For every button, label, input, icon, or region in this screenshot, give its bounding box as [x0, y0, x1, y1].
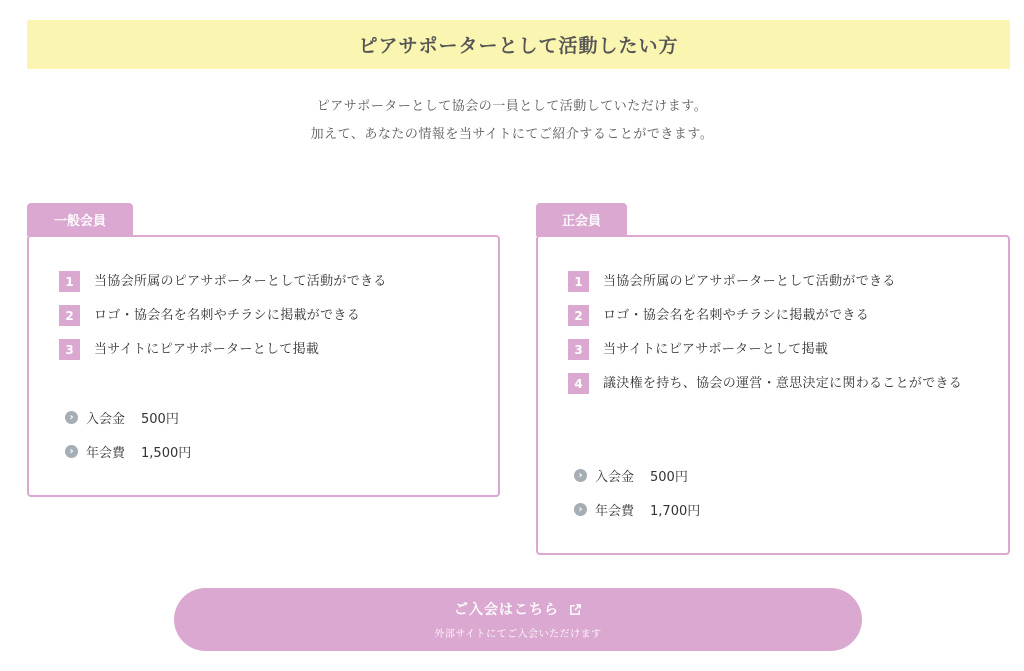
join-button[interactable] [174, 588, 862, 651]
feature-text: 当サイトにピアサポーターとして掲載 [603, 342, 829, 357]
feature-text: 当サイトにピアサポーターとして掲載 [94, 342, 320, 357]
plan-box [536, 235, 1010, 555]
feature-item [59, 339, 469, 362]
feature-item [568, 373, 978, 396]
feature-text: ロゴ・協会名を名刺やチラシに掲載ができる [94, 308, 361, 323]
number-badge: 4 [568, 373, 589, 394]
intro-text [0, 93, 1024, 149]
plan-general-member [27, 203, 500, 497]
fee-item-entrance [574, 463, 700, 487]
chevron-right-icon: › [574, 503, 587, 516]
plan-box [27, 235, 500, 497]
plan-regular-member [536, 203, 1010, 555]
fee-list [65, 405, 191, 473]
number-badge: 3 [568, 339, 589, 360]
external-link-icon [569, 603, 582, 616]
fee-label: 入会金 [86, 411, 126, 427]
number-badge: 1 [59, 271, 80, 292]
chevron-right-icon: › [65, 411, 78, 424]
feature-item [568, 271, 978, 294]
feature-text: 当協会所属のピアサポーターとして活動ができる [94, 274, 387, 289]
feature-text: ロゴ・協会名を名刺やチラシに掲載ができる [603, 308, 870, 323]
fee-label: 入会金 [595, 469, 635, 485]
fee-item-annual [65, 439, 191, 463]
feature-item [59, 305, 469, 328]
fee-value: 1,700円 [650, 503, 701, 519]
plan-tab: 一般会員 [27, 203, 133, 236]
fee-label: 年会費 [86, 445, 126, 461]
feature-text: 当協会所属のピアサポーターとして活動ができる [603, 274, 896, 289]
join-button-main [454, 599, 582, 619]
feature-item [568, 339, 978, 362]
plan-tab: 正会員 [536, 203, 627, 236]
join-button-sublabel: 外部サイトにてご入会いただけます [434, 629, 602, 640]
feature-item [59, 271, 469, 294]
number-badge: 2 [568, 305, 589, 326]
number-badge: 1 [568, 271, 589, 292]
feature-item [568, 305, 978, 328]
section-title: ピアサポーターとして活動したい方 [358, 35, 679, 57]
fee-item-annual [574, 497, 700, 521]
join-button-label: ご入会はこちら [454, 602, 559, 618]
feature-list [59, 271, 469, 373]
chevron-right-icon: › [574, 469, 587, 482]
feature-text: 議決権を持ち、協会の運営・意思決定に関わることができる [603, 376, 963, 391]
fee-label: 年会費 [595, 503, 635, 519]
fee-list [574, 463, 700, 531]
number-badge: 3 [59, 339, 80, 360]
section-title-bar [27, 20, 1010, 69]
intro-line-1: ピアサポーターとして協会の一員として活動していただけます。 [316, 99, 708, 114]
fee-value: 500円 [141, 411, 179, 427]
intro-line-2: 加えて、あなたの情報を当サイトにてご紹介することができます。 [310, 127, 714, 142]
fee-value: 1,500円 [141, 445, 192, 461]
fee-value: 500円 [650, 469, 688, 485]
number-badge: 2 [59, 305, 80, 326]
feature-list [568, 271, 978, 407]
fee-item-entrance [65, 405, 191, 429]
chevron-right-icon: › [65, 445, 78, 458]
